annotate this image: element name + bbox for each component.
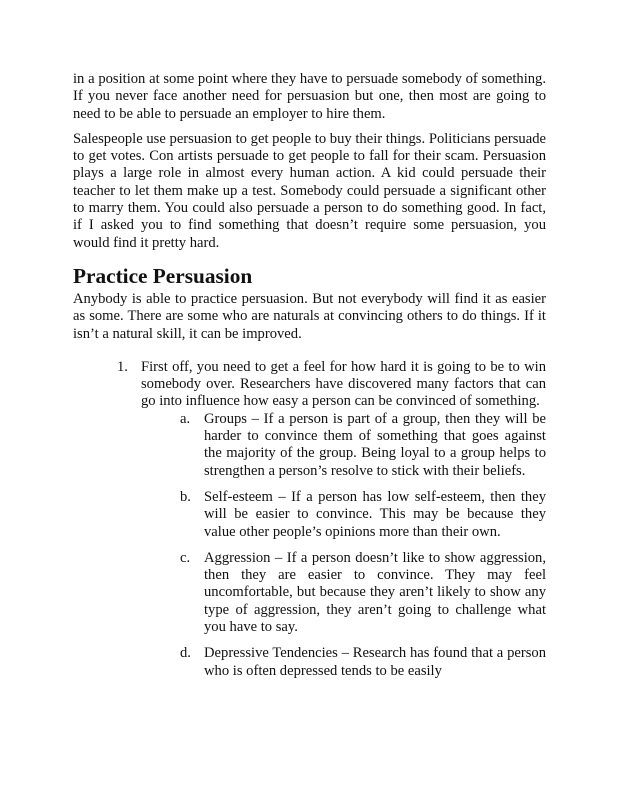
factor-letter: a. xyxy=(180,410,191,427)
list-item-number: 1. xyxy=(117,358,128,375)
section-heading: Practice Persuasion xyxy=(73,263,253,288)
intro-paragraph-1: in a position at some point where they have to persuade somebody of something. If you never face another need for persuasion but one, then most are going to need to be able to persuade an employer to hire them. xyxy=(73,71,546,122)
list-item xyxy=(73,359,546,680)
factor-letter: d. xyxy=(180,645,191,662)
factor-text: Self-esteem – If a person has low self-esteem, then they will be easier to convince. This may be because they value other people’s opinions more than their own. xyxy=(204,488,546,540)
document-page xyxy=(73,71,546,689)
factor-text: Aggression – If a person doesn’t like to show aggression, then they are easier to convince. They may feel uncomfortable, but because they aren’t likely to show any type of aggression, they aren’t going to challenge what you have to say. xyxy=(204,549,546,636)
factor-item xyxy=(141,550,546,636)
intro-paragraph-2: Salespeople use persuasion to get people to buy their things. Politicians persuade to get votes. Con artists persuade to get people to fall for their scam. Persuasion plays a large role in almost every human action. A kid could persuade their teacher to let them make up a test. Somebody could persuade a significant other to marry them. You could also persuade a person to do something good. In fact, if I asked you to find something that doesn’t require some persuasion, you would find it pretty hard. xyxy=(73,130,546,251)
steps-list xyxy=(73,359,546,680)
factor-letter: b. xyxy=(180,488,191,505)
section-paragraph: Anybody is able to practice persuasion. But not everybody will find it as easier as some. There are some who are naturals at convincing others to do things. If it isn’t a natural skill, it can be improved. xyxy=(73,290,546,342)
factor-text: Groups – If a person is part of a group, then they will be harder to convince them of something that goes against the majority of the group. Being loyal to a group helps to strengthen a person’s resolve to stick with their beliefs. xyxy=(204,410,546,479)
factor-item xyxy=(141,645,546,680)
factor-text: Depressive Tendencies – Research has found that a person who is often depressed tends to be easily xyxy=(204,645,546,679)
factor-item xyxy=(141,489,546,541)
factor-item xyxy=(141,411,546,480)
list-item-text: First off, you need to get a feel for how hard it is going to be to win somebody over. Researchers have discovered many factors that can go into influence how easy a person can be convinced of something. xyxy=(141,358,546,410)
factors-list xyxy=(141,411,546,680)
factor-letter: c. xyxy=(180,549,191,566)
